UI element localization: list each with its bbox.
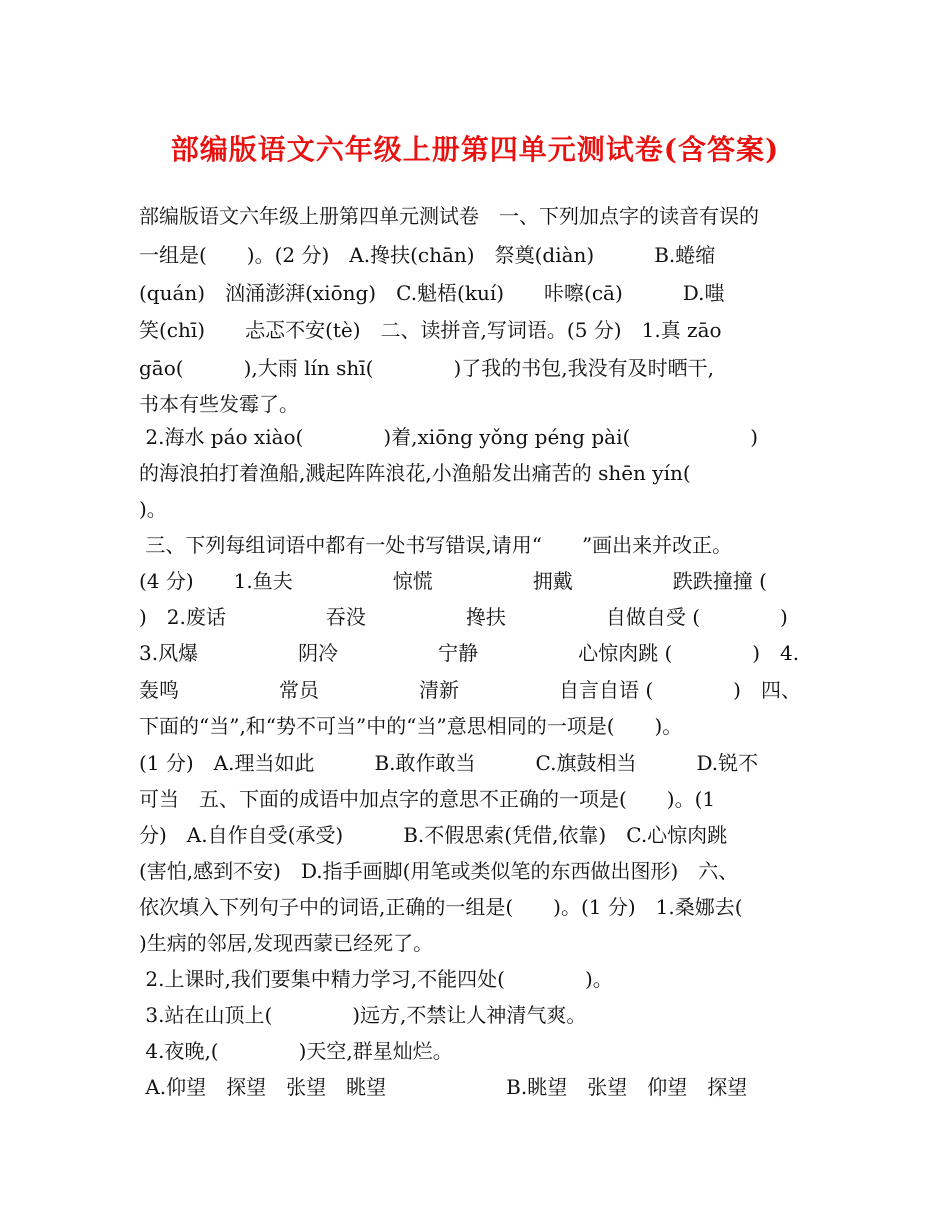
- text-line: 一组是( )。(2 分) A.搀扶(chān) 祭奠(diàn) B.蜷缩: [139, 243, 716, 267]
- text-line: gāo( ),大雨 lín shī( )了我的书包,我没有及时晒干,: [139, 356, 714, 380]
- text-line: 可当 五、下面的成语中加点字的意思不正确的一项是( )。(1: [139, 787, 716, 811]
- text-line: 笑(chī) 忐忑不安(tè) 二、读拼音,写词语。(5 分) 1.真 zāo: [139, 318, 722, 342]
- text-line: 三、下列每组词语中都有一处书写错误,请用“ ”画出来并改正。: [139, 533, 733, 557]
- text-line: 2.上课时,我们要集中精力学习,不能四处( )。: [139, 967, 613, 991]
- text-line: (1 分) A.理当如此 B.敢作敢当 C.旗鼓相当 D.锐不: [139, 751, 759, 775]
- text-line: (4 分) 1.鱼夫 惊慌 拥戴 跌跌撞撞 (: [139, 569, 767, 593]
- text-line: 的海浪拍打着渔船,溅起阵阵浪花,小渔船发出痛苦的 shēn yín(: [139, 461, 691, 485]
- text-line: (害怕,感到不安) D.指手画脚(用笔或类似笔的东西做出图形) 六、: [139, 859, 739, 883]
- text-line: 轰鸣 常员 清新 自言自语 ( ) 四、: [139, 678, 801, 702]
- text-line: )生病的邻居,发现西蒙已经死了。: [139, 931, 434, 955]
- text-line: ) 2.废话 吞没 搀扶 自做自受 ( ): [139, 605, 788, 629]
- document-title: 部编版语文六年级上册第四单元测试卷(含答案): [170, 133, 780, 166]
- text-line: 2.海水 páo xiào( )着,xiōng yǒng péng pài( ): [139, 425, 759, 449]
- text-line: 3.站在山顶上( )远方,不禁让人神清气爽。: [139, 1003, 587, 1027]
- text-line: 书本有些发霉了。: [139, 392, 299, 416]
- text-line: )。: [139, 497, 167, 521]
- text-line: 分) A.自作自受(承受) B.不假思索(凭借,依靠) C.心惊肉跳: [139, 823, 728, 847]
- text-line: 部编版语文六年级上册第四单元测试卷 一、下列加点字的读音有误的: [139, 204, 759, 228]
- text-line: (quán) 汹涌澎湃(xiōng) C.魁梧(kuí) 咔嚓(cā) D.嗤: [139, 281, 725, 305]
- text-line: 4.夜晚,( )天空,群星灿烂。: [139, 1039, 453, 1063]
- text-line: 下面的“当”,和“势不可当”中的“当”意思相同的一项是( )。: [139, 714, 683, 738]
- text-line: 3.风爆 阴冷 宁静 心惊肉跳 ( ) 4.: [139, 641, 800, 665]
- text-line: 依次填入下列句子中的词语,正确的一组是( )。(1 分) 1.桑娜去(: [139, 895, 743, 919]
- text-line: A.仰望 探望 张望 眺望 B.眺望 张望 仰望 探望: [139, 1075, 748, 1099]
